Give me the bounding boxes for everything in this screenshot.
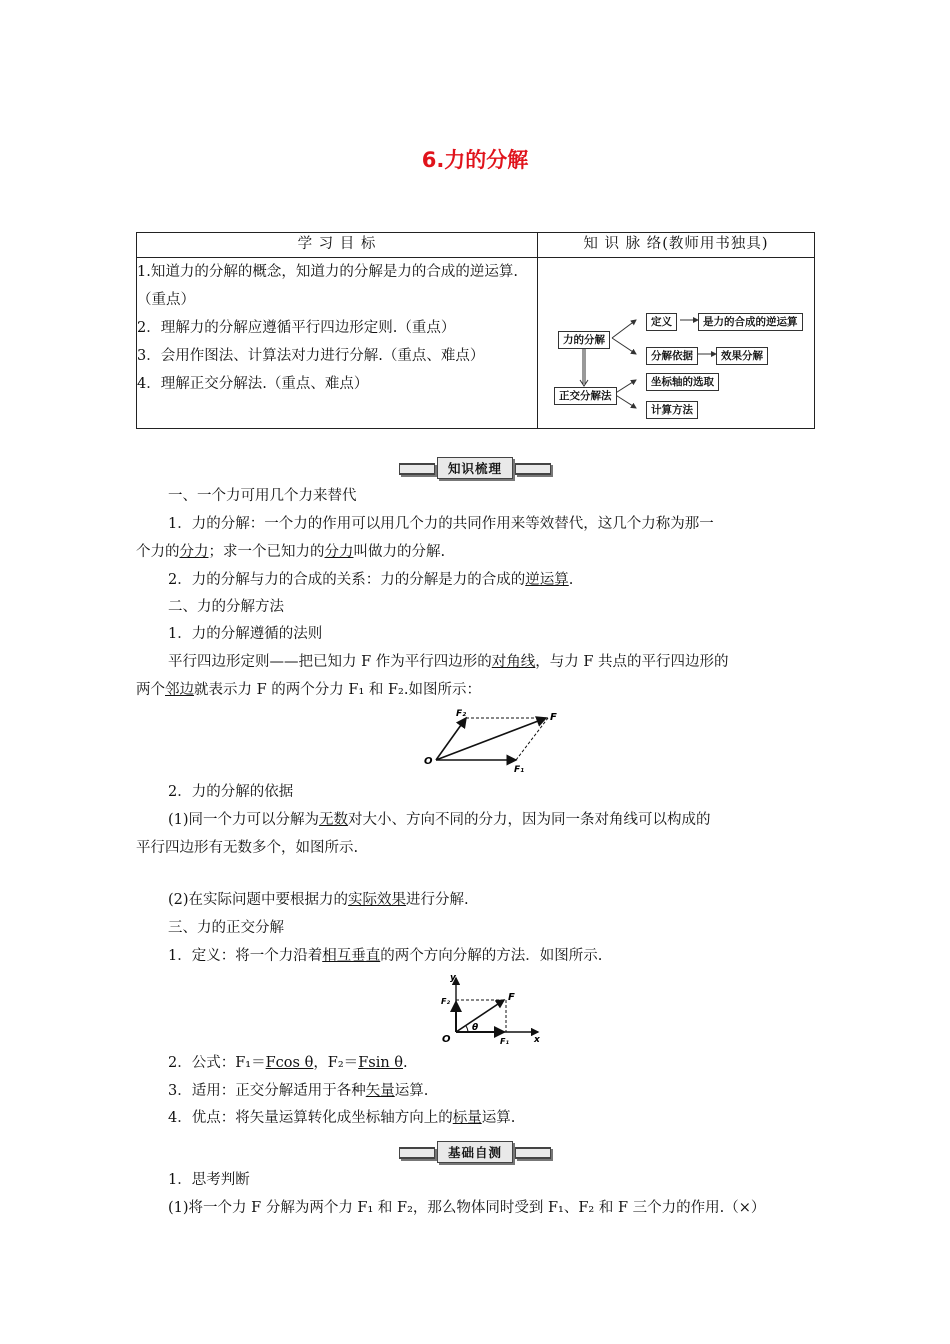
label-F: F [550, 712, 557, 723]
goal-item: 2．理解力的分解应遵循平行四边形定则.（重点） [137, 320, 456, 336]
paragraph: 1．定义：将一个力沿着相互垂直的两个方向分解的方法．如图所示. [168, 948, 603, 964]
goals-header: 学 习 目 标 [137, 233, 538, 258]
mindmap-node: 计算方法 [646, 401, 698, 419]
paragraph: 2．力的分解的依据 [168, 784, 294, 800]
paragraph: 两个邻边就表示力 F 的两个分力 F₁ 和 F₂.如图所示： [136, 682, 481, 698]
heading-1: 一、一个力可用几个力来替代 [168, 488, 357, 504]
goal-item: 3．会用作图法、计算法对力进行分解.（重点、难点） [137, 348, 485, 364]
section-header-knowledge: 知识梳理 [0, 457, 950, 479]
label-O: O [424, 756, 433, 767]
label-x: x [534, 1035, 540, 1045]
page-title: 6.力的分解 [421, 148, 529, 172]
section-header-self-test: 基础自测 [0, 1141, 950, 1163]
mindmap-node: 坐标轴的选取 [646, 373, 719, 391]
paragraph: (1)同一个力可以分解为无数对大小、方向不同的分力，因为同一条对角线可以构成的 [168, 812, 711, 828]
mindmap-header: 知 识 脉 络(教师用书独具) [538, 233, 815, 258]
label-F: F [508, 992, 515, 1003]
heading-3: 三、力的正交分解 [168, 920, 284, 936]
paragraph: 4．优点：将矢量运算转化成坐标轴方向上的标量运算. [168, 1110, 516, 1126]
paragraph: 2．力的分解与力的合成的关系：力的分解是力的合成的逆运算. [168, 572, 574, 588]
orthogonal-decomposition-figure [438, 970, 548, 1046]
label-F2: F₂ [441, 997, 450, 1006]
knowledge-mindmap [538, 258, 814, 428]
label-F1: F₁ [500, 1037, 509, 1046]
goals-table [136, 232, 815, 429]
mindmap-node: 正交分解法 [554, 387, 617, 405]
goal-item: 4．理解正交分解法.（重点、难点） [137, 376, 369, 392]
paragraph: 个力的分力；求一个已知力的分力叫做力的分解. [136, 544, 446, 560]
heading-2: 二、力的分解方法 [168, 599, 284, 615]
paragraph: 1．力的分解：一个力的作用可以用几个力的共同作用来等效替代，这几个力称为那一 [168, 516, 714, 532]
mindmap-node: 分解依据 [646, 347, 698, 365]
paragraph: 2．公式：F₁＝Fcos θ，F₂＝Fsin θ. [168, 1055, 408, 1071]
label-theta: θ [472, 1023, 479, 1033]
label-O: O [442, 1034, 451, 1045]
label-y: y [450, 973, 456, 983]
paragraph: 1．思考判断 [168, 1172, 250, 1188]
mindmap-node: 力的分解 [558, 331, 610, 349]
paragraph: (2)在实际问题中要根据力的实际效果进行分解. [168, 892, 469, 908]
mindmap-node: 定义 [646, 313, 677, 331]
label-F1: F₁ [514, 765, 525, 774]
paragraph: (1)将一个力 F 分解为两个力 F₁ 和 F₂，那么物体同时受到 F₁、F₂ 和 F 三个力的作用.（×） [168, 1200, 766, 1216]
paragraph: 平行四边形有无数多个，如图所示. [136, 840, 359, 856]
paragraph: 3．适用：正交分解适用于各种矢量运算. [168, 1083, 429, 1099]
parallelogram-figure [420, 704, 570, 774]
label-F2: F₂ [456, 709, 467, 719]
goal-item: 1.知道力的分解的概念，知道力的分解是力的合成的逆运算.（重点） [137, 264, 518, 308]
mindmap-node: 是力的合成的逆运算 [698, 313, 803, 331]
paragraph: 平行四边形定则——把已知力 F 作为平行四边形的对角线，与力 F 共点的平行四边形的 [168, 654, 729, 670]
paragraph: 1．力的分解遵循的法则 [168, 626, 323, 642]
mindmap-node: 效果分解 [716, 347, 768, 365]
